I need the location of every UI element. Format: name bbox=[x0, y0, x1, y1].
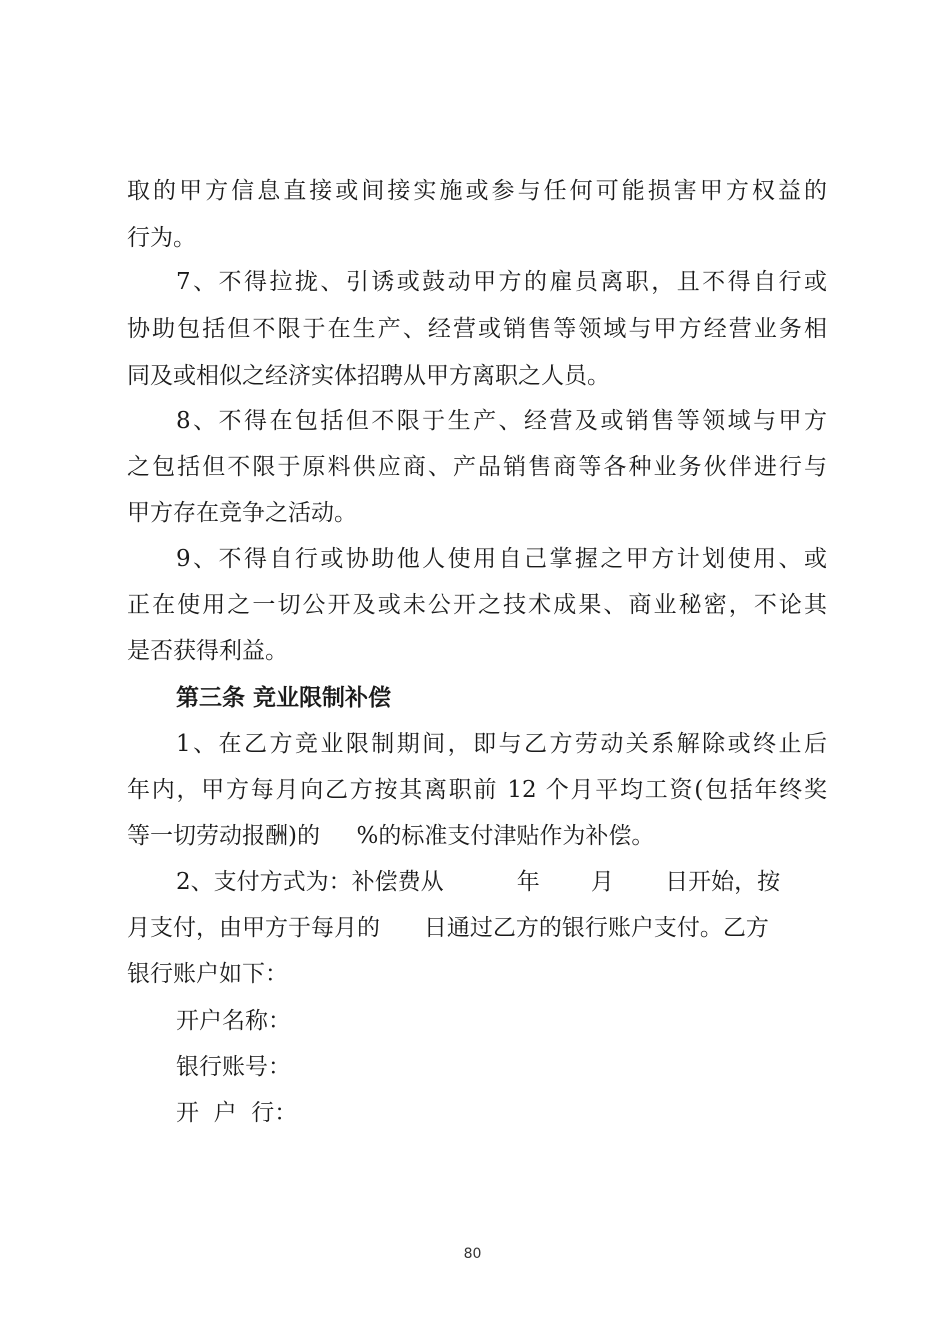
clause-8-line-1: 8、不得在包括但不限于生产、经营及或销售等领域与甲方 bbox=[176, 408, 827, 434]
clause-7-line-2: 协助包括但不限于在生产、经营或销售等领域与甲方经营业务相 bbox=[127, 316, 827, 342]
compensation-clause-2-line-3: 银行账户如下： bbox=[127, 961, 288, 987]
clause-9-line-1: 9、不得自行或协助他人使用自己掌握之甲方计划使用、或 bbox=[176, 546, 827, 572]
clause-9-line-2: 正在使用之一切公开及或未公开之技术成果、商业秘密，不论其 bbox=[127, 592, 827, 618]
section-heading: 第三条 竞业限制补偿 bbox=[176, 685, 392, 711]
account-name-label: 开户名称： bbox=[176, 1008, 291, 1034]
paragraph-continuation-line-2: 行为。 bbox=[127, 225, 196, 251]
compensation-clause-2-line-1: 2、支付方式为：补偿费从 年 月 日开始，按 bbox=[176, 869, 781, 895]
clause-9-line-3: 是否获得利益。 bbox=[127, 638, 288, 664]
paragraph-continuation-line-1: 取的甲方信息直接或间接实施或参与任何可能损害甲方权益的 bbox=[127, 178, 827, 204]
compensation-clause-1-line-2: 年内，甲方每月向乙方按其离职前 12 个月平均工资(包括年终奖 bbox=[127, 777, 827, 803]
clause-7-line-3: 同及或相似之经济实体招聘从甲方离职之人员。 bbox=[127, 363, 610, 389]
compensation-clause-2-line-2: 月支付，由甲方于每月的 日通过乙方的银行账户支付。乙方 bbox=[127, 915, 769, 941]
clause-8-line-2: 之包括但不限于原料供应商、产品销售商等各种业务伙伴进行与 bbox=[127, 454, 827, 480]
clause-7-line-1: 7、不得拉拢、引诱或鼓动甲方的雇员离职，且不得自行或 bbox=[176, 269, 827, 295]
clause-8-line-3: 甲方存在竞争之活动。 bbox=[127, 500, 357, 526]
account-number-label: 银行账号： bbox=[176, 1054, 291, 1080]
bank-label: 开 户 行： bbox=[176, 1100, 298, 1126]
page-number: 80 bbox=[463, 1246, 482, 1262]
compensation-clause-1-line-1: 1、在乙方竞业限制期间，即与乙方劳动关系解除或终止后 bbox=[176, 731, 827, 757]
compensation-clause-1-line-3: 等一切劳动报酬)的 %的标准支付津贴作为补偿。 bbox=[127, 823, 655, 849]
